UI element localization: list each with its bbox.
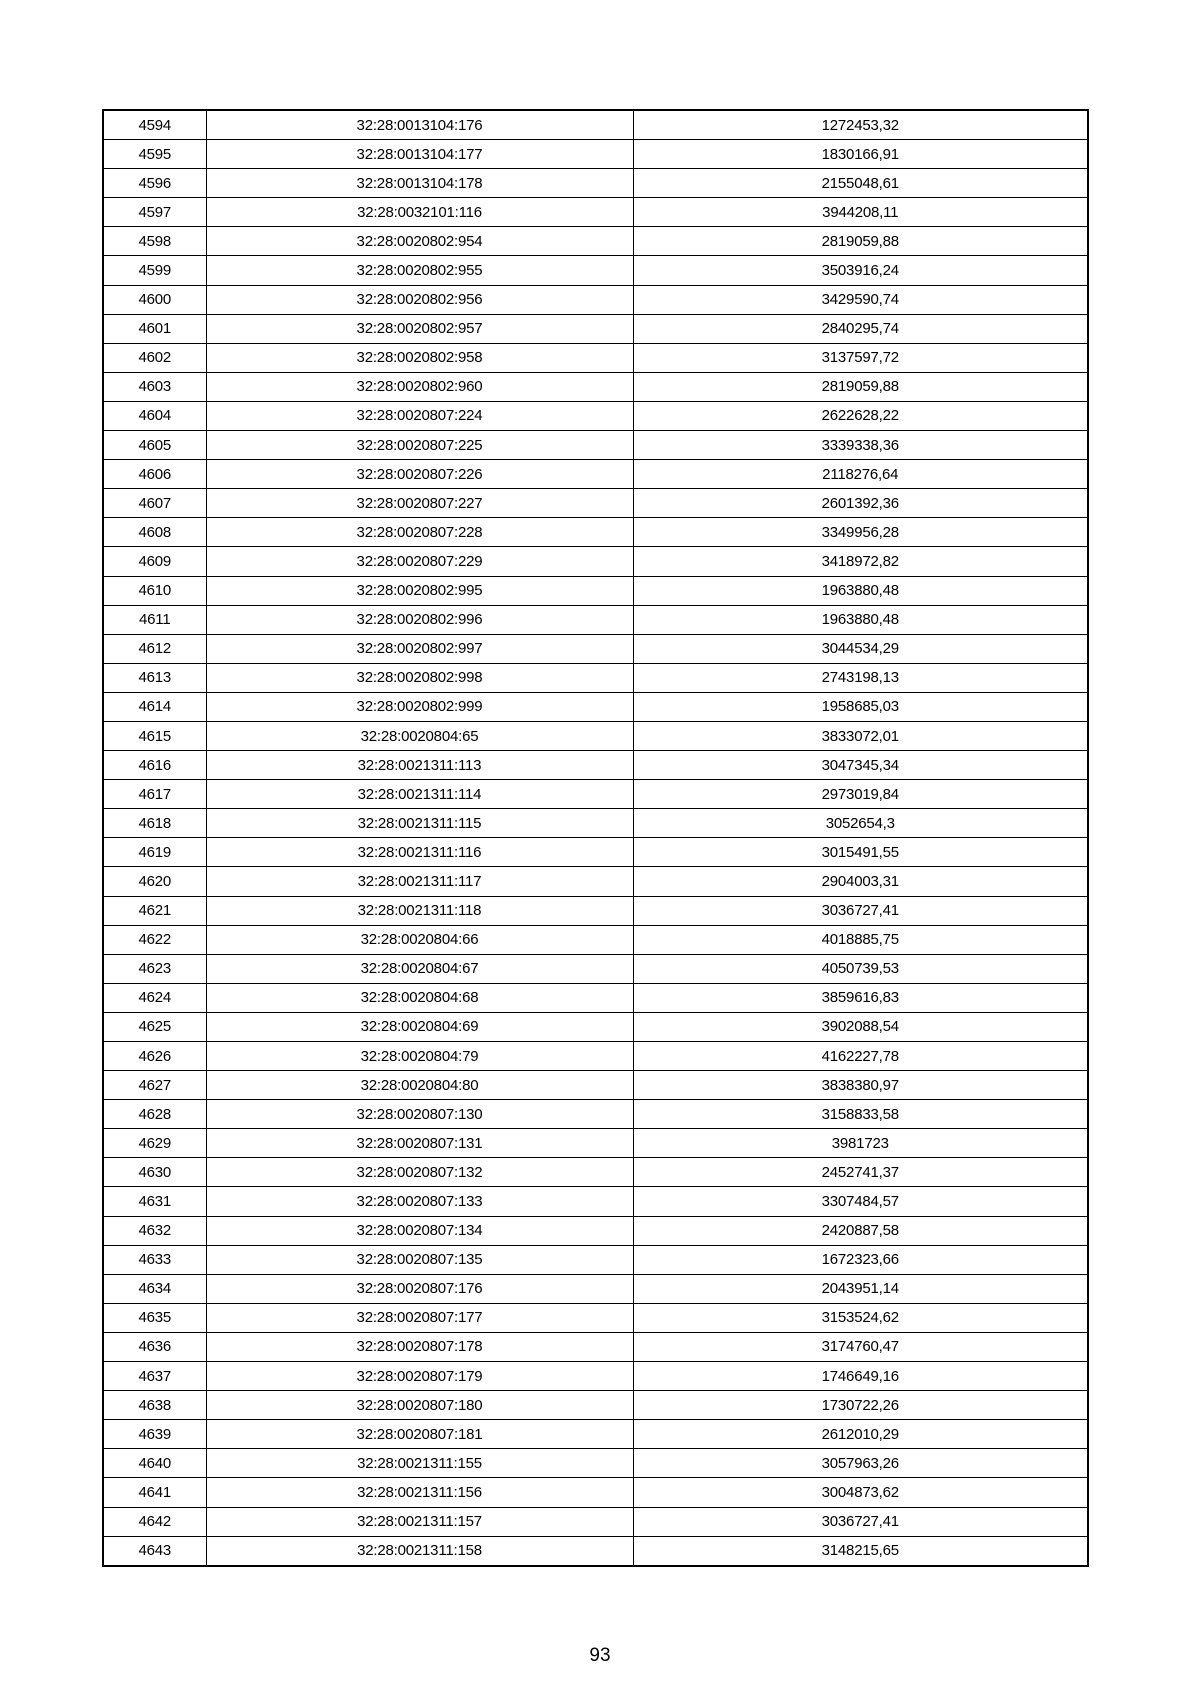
cadastral-number-cell: 32:28:0020807:229 xyxy=(206,547,633,576)
row-number-cell: 4599 xyxy=(103,256,206,285)
table-row xyxy=(103,110,1088,140)
cadastral-number-cell: 32:28:0020807:227 xyxy=(206,489,633,518)
row-number-cell: 4594 xyxy=(103,110,206,140)
cadastral-value-cell: 3944208,11 xyxy=(633,198,1088,227)
table-row xyxy=(103,285,1088,314)
table-row xyxy=(103,169,1088,198)
row-number-cell: 4626 xyxy=(103,1042,206,1071)
table-row xyxy=(103,314,1088,343)
table-row xyxy=(103,809,1088,838)
cadastral-value-cell: 4162227,78 xyxy=(633,1042,1088,1071)
table-row xyxy=(103,983,1088,1012)
row-number-cell: 4630 xyxy=(103,1158,206,1187)
row-number-cell: 4602 xyxy=(103,343,206,372)
table-row xyxy=(103,1332,1088,1361)
table-row xyxy=(103,1071,1088,1100)
cadastral-number-cell: 32:28:0020807:135 xyxy=(206,1245,633,1274)
cadastral-number-cell: 32:28:0020807:177 xyxy=(206,1303,633,1332)
cadastral-value-cell: 2452741,37 xyxy=(633,1158,1088,1187)
cadastral-number-cell: 32:28:0021311:116 xyxy=(206,838,633,867)
table-row xyxy=(103,372,1088,401)
row-number-cell: 4619 xyxy=(103,838,206,867)
cadastral-value-cell: 3153524,62 xyxy=(633,1303,1088,1332)
row-number-cell: 4631 xyxy=(103,1187,206,1216)
table-row xyxy=(103,954,1088,983)
cadastral-value-cell: 3833072,01 xyxy=(633,721,1088,750)
cadastral-number-cell: 32:28:0020807:224 xyxy=(206,401,633,430)
row-number-cell: 4637 xyxy=(103,1362,206,1391)
cadastral-value-cell: 2819059,88 xyxy=(633,227,1088,256)
table-row xyxy=(103,1362,1088,1391)
row-number-cell: 4597 xyxy=(103,198,206,227)
cadastral-value-cell: 3004873,62 xyxy=(633,1478,1088,1507)
cadastral-number-cell: 32:28:0021311:158 xyxy=(206,1536,633,1566)
cadastral-value-cell: 3429590,74 xyxy=(633,285,1088,314)
row-number-cell: 4620 xyxy=(103,867,206,896)
row-number-cell: 4628 xyxy=(103,1100,206,1129)
table-row xyxy=(103,1449,1088,1478)
row-number-cell: 4596 xyxy=(103,169,206,198)
row-number-cell: 4639 xyxy=(103,1420,206,1449)
table-row xyxy=(103,780,1088,809)
row-number-cell: 4622 xyxy=(103,925,206,954)
table-row xyxy=(103,401,1088,430)
table-row xyxy=(103,838,1088,867)
cadastral-number-cell: 32:28:0020802:995 xyxy=(206,576,633,605)
cadastral-value-cell: 2043951,14 xyxy=(633,1274,1088,1303)
cadastral-number-cell: 32:28:0032101:116 xyxy=(206,198,633,227)
table-row xyxy=(103,547,1088,576)
row-number-cell: 4607 xyxy=(103,489,206,518)
row-number-cell: 4601 xyxy=(103,314,206,343)
cadastral-value-cell: 1963880,48 xyxy=(633,605,1088,634)
cadastral-value-cell: 2904003,31 xyxy=(633,867,1088,896)
row-number-cell: 4632 xyxy=(103,1216,206,1245)
cadastral-number-cell: 32:28:0021311:157 xyxy=(206,1507,633,1536)
cadastral-value-cell: 2420887,58 xyxy=(633,1216,1088,1245)
cadastral-value-table xyxy=(102,109,1089,1567)
cadastral-number-cell: 32:28:0020802:997 xyxy=(206,634,633,663)
row-number-cell: 4621 xyxy=(103,896,206,925)
cadastral-number-cell: 32:28:0020807:131 xyxy=(206,1129,633,1158)
table-row xyxy=(103,1158,1088,1187)
cadastral-number-cell: 32:28:0020807:179 xyxy=(206,1362,633,1391)
cadastral-number-cell: 32:28:0020807:134 xyxy=(206,1216,633,1245)
table-row xyxy=(103,518,1088,547)
row-number-cell: 4618 xyxy=(103,809,206,838)
cadastral-number-cell: 32:28:0020807:133 xyxy=(206,1187,633,1216)
table-row xyxy=(103,692,1088,721)
table-row xyxy=(103,663,1088,692)
cadastral-number-cell: 32:28:0020807:176 xyxy=(206,1274,633,1303)
cadastral-number-cell: 32:28:0021311:156 xyxy=(206,1478,633,1507)
cadastral-number-cell: 32:28:0021311:117 xyxy=(206,867,633,896)
cadastral-number-cell: 32:28:0021311:118 xyxy=(206,896,633,925)
cadastral-value-cell: 1746649,16 xyxy=(633,1362,1088,1391)
table-row xyxy=(103,605,1088,634)
cadastral-value-cell: 3015491,55 xyxy=(633,838,1088,867)
table-row xyxy=(103,1129,1088,1158)
table-row xyxy=(103,1536,1088,1566)
table-row xyxy=(103,1012,1088,1041)
row-number-cell: 4634 xyxy=(103,1274,206,1303)
cadastral-number-cell: 32:28:0013104:176 xyxy=(206,110,633,140)
cadastral-value-cell: 3036727,41 xyxy=(633,1507,1088,1536)
table-row xyxy=(103,576,1088,605)
cadastral-number-cell: 32:28:0020802:955 xyxy=(206,256,633,285)
cadastral-value-cell: 1830166,91 xyxy=(633,140,1088,169)
row-number-cell: 4627 xyxy=(103,1071,206,1100)
cadastral-number-cell: 32:28:0020804:69 xyxy=(206,1012,633,1041)
cadastral-number-cell: 32:28:0020807:225 xyxy=(206,431,633,460)
cadastral-value-cell: 2155048,61 xyxy=(633,169,1088,198)
cadastral-number-cell: 32:28:0020804:80 xyxy=(206,1071,633,1100)
row-number-cell: 4595 xyxy=(103,140,206,169)
table-row xyxy=(103,1391,1088,1420)
row-number-cell: 4633 xyxy=(103,1245,206,1274)
table-row xyxy=(103,227,1088,256)
table-row xyxy=(103,460,1088,489)
cadastral-value-cell: 2622628,22 xyxy=(633,401,1088,430)
cadastral-number-cell: 32:28:0020807:130 xyxy=(206,1100,633,1129)
row-number-cell: 4598 xyxy=(103,227,206,256)
cadastral-number-cell: 32:28:0013104:178 xyxy=(206,169,633,198)
row-number-cell: 4617 xyxy=(103,780,206,809)
cadastral-value-cell: 2612010,29 xyxy=(633,1420,1088,1449)
cadastral-number-cell: 32:28:0020804:79 xyxy=(206,1042,633,1071)
cadastral-number-cell: 32:28:0021311:113 xyxy=(206,751,633,780)
cadastral-number-cell: 32:28:0020802:999 xyxy=(206,692,633,721)
cadastral-value-cell: 3148215,65 xyxy=(633,1536,1088,1566)
cadastral-value-cell: 4050739,53 xyxy=(633,954,1088,983)
row-number-cell: 4605 xyxy=(103,431,206,460)
table-row xyxy=(103,140,1088,169)
cadastral-number-cell: 32:28:0021311:155 xyxy=(206,1449,633,1478)
cadastral-number-cell: 32:28:0020807:228 xyxy=(206,518,633,547)
row-number-cell: 4636 xyxy=(103,1332,206,1361)
table-row xyxy=(103,1216,1088,1245)
cadastral-value-cell: 3158833,58 xyxy=(633,1100,1088,1129)
table-row xyxy=(103,431,1088,460)
cadastral-value-cell: 3503916,24 xyxy=(633,256,1088,285)
table-row xyxy=(103,256,1088,285)
cadastral-number-cell: 32:28:0020807:180 xyxy=(206,1391,633,1420)
cadastral-value-cell: 4018885,75 xyxy=(633,925,1088,954)
row-number-cell: 4625 xyxy=(103,1012,206,1041)
row-number-cell: 4608 xyxy=(103,518,206,547)
row-number-cell: 4640 xyxy=(103,1449,206,1478)
row-number-cell: 4641 xyxy=(103,1478,206,1507)
row-number-cell: 4623 xyxy=(103,954,206,983)
cadastral-value-cell: 2819059,88 xyxy=(633,372,1088,401)
cadastral-value-cell: 3902088,54 xyxy=(633,1012,1088,1041)
cadastral-number-cell: 32:28:0020807:178 xyxy=(206,1332,633,1361)
cadastral-number-cell: 32:28:0020807:132 xyxy=(206,1158,633,1187)
table-body xyxy=(103,110,1088,1566)
cadastral-value-cell: 2743198,13 xyxy=(633,663,1088,692)
cadastral-number-cell: 32:28:0020807:226 xyxy=(206,460,633,489)
cadastral-value-cell: 3052654,3 xyxy=(633,809,1088,838)
cadastral-number-cell: 32:28:0020802:960 xyxy=(206,372,633,401)
cadastral-value-cell: 2118276,64 xyxy=(633,460,1088,489)
cadastral-number-cell: 32:28:0020804:67 xyxy=(206,954,633,983)
row-number-cell: 4603 xyxy=(103,372,206,401)
row-number-cell: 4624 xyxy=(103,983,206,1012)
row-number-cell: 4638 xyxy=(103,1391,206,1420)
row-number-cell: 4613 xyxy=(103,663,206,692)
cadastral-value-cell: 3044534,29 xyxy=(633,634,1088,663)
cadastral-number-cell: 32:28:0020804:66 xyxy=(206,925,633,954)
cadastral-value-cell: 3349956,28 xyxy=(633,518,1088,547)
table-row xyxy=(103,1420,1088,1449)
cadastral-value-cell: 3339338,36 xyxy=(633,431,1088,460)
row-number-cell: 4615 xyxy=(103,721,206,750)
cadastral-number-cell: 32:28:0013104:177 xyxy=(206,140,633,169)
cadastral-value-cell: 1272453,32 xyxy=(633,110,1088,140)
row-number-cell: 4635 xyxy=(103,1303,206,1332)
cadastral-value-cell: 2840295,74 xyxy=(633,314,1088,343)
row-number-cell: 4606 xyxy=(103,460,206,489)
row-number-cell: 4614 xyxy=(103,692,206,721)
cadastral-number-cell: 32:28:0020802:998 xyxy=(206,663,633,692)
table-row xyxy=(103,1100,1088,1129)
row-number-cell: 4610 xyxy=(103,576,206,605)
cadastral-value-cell: 3047345,34 xyxy=(633,751,1088,780)
cadastral-number-cell: 32:28:0020802:957 xyxy=(206,314,633,343)
cadastral-value-cell: 1730722,26 xyxy=(633,1391,1088,1420)
table-row xyxy=(103,1303,1088,1332)
table-row xyxy=(103,1274,1088,1303)
cadastral-number-cell: 32:28:0021311:115 xyxy=(206,809,633,838)
cadastral-number-cell: 32:28:0020802:956 xyxy=(206,285,633,314)
cadastral-value-cell: 2601392,36 xyxy=(633,489,1088,518)
table-row xyxy=(103,867,1088,896)
cadastral-number-cell: 32:28:0020802:996 xyxy=(206,605,633,634)
table-row xyxy=(103,343,1088,372)
cadastral-value-cell: 3859616,83 xyxy=(633,983,1088,1012)
cadastral-number-cell: 32:28:0020804:65 xyxy=(206,721,633,750)
row-number-cell: 4629 xyxy=(103,1129,206,1158)
row-number-cell: 4642 xyxy=(103,1507,206,1536)
table-row xyxy=(103,1245,1088,1274)
table-row xyxy=(103,1507,1088,1536)
cadastral-value-cell: 1958685,03 xyxy=(633,692,1088,721)
row-number-cell: 4612 xyxy=(103,634,206,663)
cadastral-value-cell: 1963880,48 xyxy=(633,576,1088,605)
table-row xyxy=(103,634,1088,663)
cadastral-number-cell: 32:28:0021311:114 xyxy=(206,780,633,809)
cadastral-number-cell: 32:28:0020807:181 xyxy=(206,1420,633,1449)
table-row xyxy=(103,896,1088,925)
table-row xyxy=(103,1187,1088,1216)
table-row xyxy=(103,489,1088,518)
table-row xyxy=(103,721,1088,750)
cadastral-value-cell: 1672323,66 xyxy=(633,1245,1088,1274)
cadastral-value-cell: 3057963,26 xyxy=(633,1449,1088,1478)
cadastral-value-cell: 3981723 xyxy=(633,1129,1088,1158)
row-number-cell: 4611 xyxy=(103,605,206,634)
row-number-cell: 4604 xyxy=(103,401,206,430)
cadastral-value-cell: 3137597,72 xyxy=(633,343,1088,372)
cadastral-value-cell: 3307484,57 xyxy=(633,1187,1088,1216)
table-row xyxy=(103,925,1088,954)
cadastral-value-cell: 3174760,47 xyxy=(633,1332,1088,1361)
cadastral-number-cell: 32:28:0020802:954 xyxy=(206,227,633,256)
cadastral-value-cell: 3036727,41 xyxy=(633,896,1088,925)
cadastral-value-cell: 3838380,97 xyxy=(633,1071,1088,1100)
row-number-cell: 4643 xyxy=(103,1536,206,1566)
row-number-cell: 4600 xyxy=(103,285,206,314)
table-row xyxy=(103,751,1088,780)
cadastral-value-cell: 2973019,84 xyxy=(633,780,1088,809)
cadastral-number-cell: 32:28:0020802:958 xyxy=(206,343,633,372)
row-number-cell: 4616 xyxy=(103,751,206,780)
table-row xyxy=(103,1042,1088,1071)
cadastral-value-cell: 3418972,82 xyxy=(633,547,1088,576)
page-number: 93 xyxy=(589,1645,611,1666)
row-number-cell: 4609 xyxy=(103,547,206,576)
table-row xyxy=(103,198,1088,227)
cadastral-number-cell: 32:28:0020804:68 xyxy=(206,983,633,1012)
table-row xyxy=(103,1478,1088,1507)
